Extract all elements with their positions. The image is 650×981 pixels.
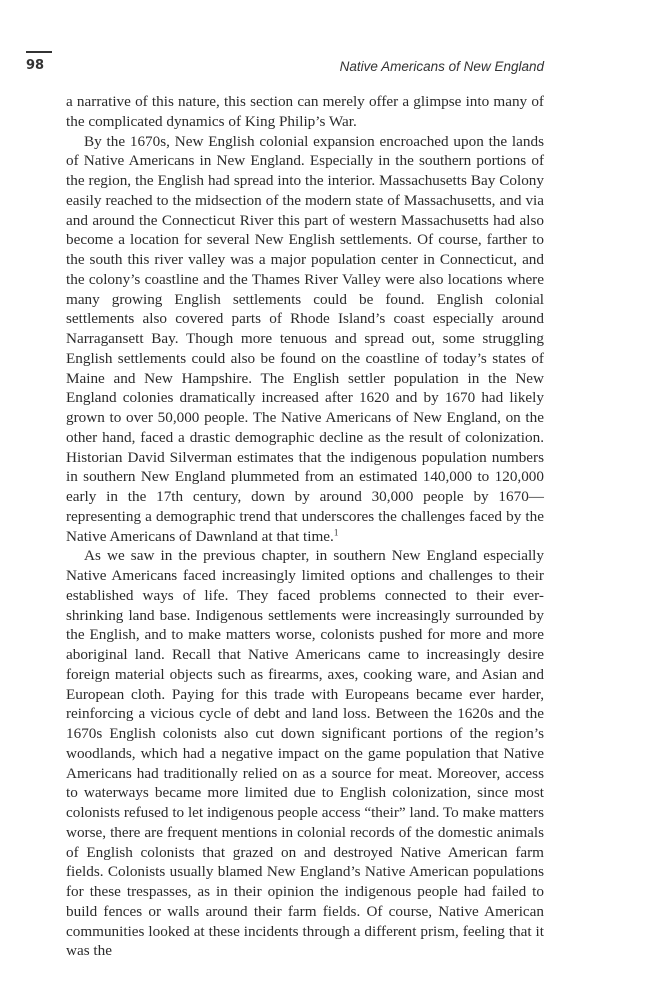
footnote-marker[interactable]: 1 xyxy=(333,527,339,538)
paragraph-2 xyxy=(66,132,544,547)
paragraph-1: a narrative of this nature, this section can merely offer a glimpse into many of the complicated dynamics of King Philip’s War. xyxy=(66,93,544,130)
paragraph-2-text: By the 1670s, New English colonial expansion encroached upon the lands of Native Americans in New England. Especially in the southern portions of the region, the English had spread into the interior. Massachusetts Bay Colony easily reached to the midsection of the modern state of Massachusetts, and via and around the Connecticut River this part of western Massachusetts had also become a location for several New English settlements. Of course, farther to the south this river valley was a major population center in Connecticut, and the colony’s coastline and the Thames River Valley were also locations where many growing English settlements could be found. English colonial settlements also covered parts of Rhode Island’s coast especially around Narragansett Bay. Though more tenuous and spread out, some struggling English settlements could also be found on the coastline of today’s states of Maine and New Hampshire. The English settler population in the New England colonies dramatically increased after 1620 and by 1670 had likely grown to over 50,000 people. The Native Americans of New England, on the other hand, faced a drastic demographic decline as the result of colonization. Historian David Silverman estimates that the indigenous population numbers in southern New England plummeted from an estimated 140,000 to 120,000 early in the 17th century, down by around 30,000 people by 1670—representing a demographic trend that underscores the challenges faced by the Native Americans of Dawnland at that time. xyxy=(66,132,544,545)
body-text xyxy=(66,92,544,961)
paragraph-3: As we saw in the previous chapter, in southern New England especially Native Americans faced increasingly limited options and challenges to their established ways of life. They faced problems connected to their ever-shrinking land base. Indigenous settlements were increasingly surrounded by the English, and to make matters worse, colonists pushed for more and more aboriginal land. Recall that Native Americans came to increasingly desire foreign material objects such as firearms, axes, cooking ware, and Asian and European cloth. Paying for this trade with Europeans became ever harder, reinforcing a vicious cycle of debt and land loss. Between the 1620s and the 1670s English colonists also cut down significant portions of the region’s woodlands, which had a negative impact on the game population that Native Americans had traditionally relied on as a source for meat. Moreover, access to waterways became more limited due to English colonization, since most colonists refused to let indigenous people access “their” land. To make matters worse, there are frequent mentions in colonial records of the domestic animals of English colonists that grazed on and destroyed Native American farm fields. Colonists usually blamed New England’s Native American populations for these trespasses, as in their opinion the indigenous people had failed to build fences or walls around their farm fields. Of course, Native American communities looked at these incidents through a different prism, feeling that it was the xyxy=(66,547,544,960)
header-rule xyxy=(26,51,52,53)
running-head: Native Americans of New England xyxy=(339,59,544,74)
page-number: 98 xyxy=(26,58,45,73)
